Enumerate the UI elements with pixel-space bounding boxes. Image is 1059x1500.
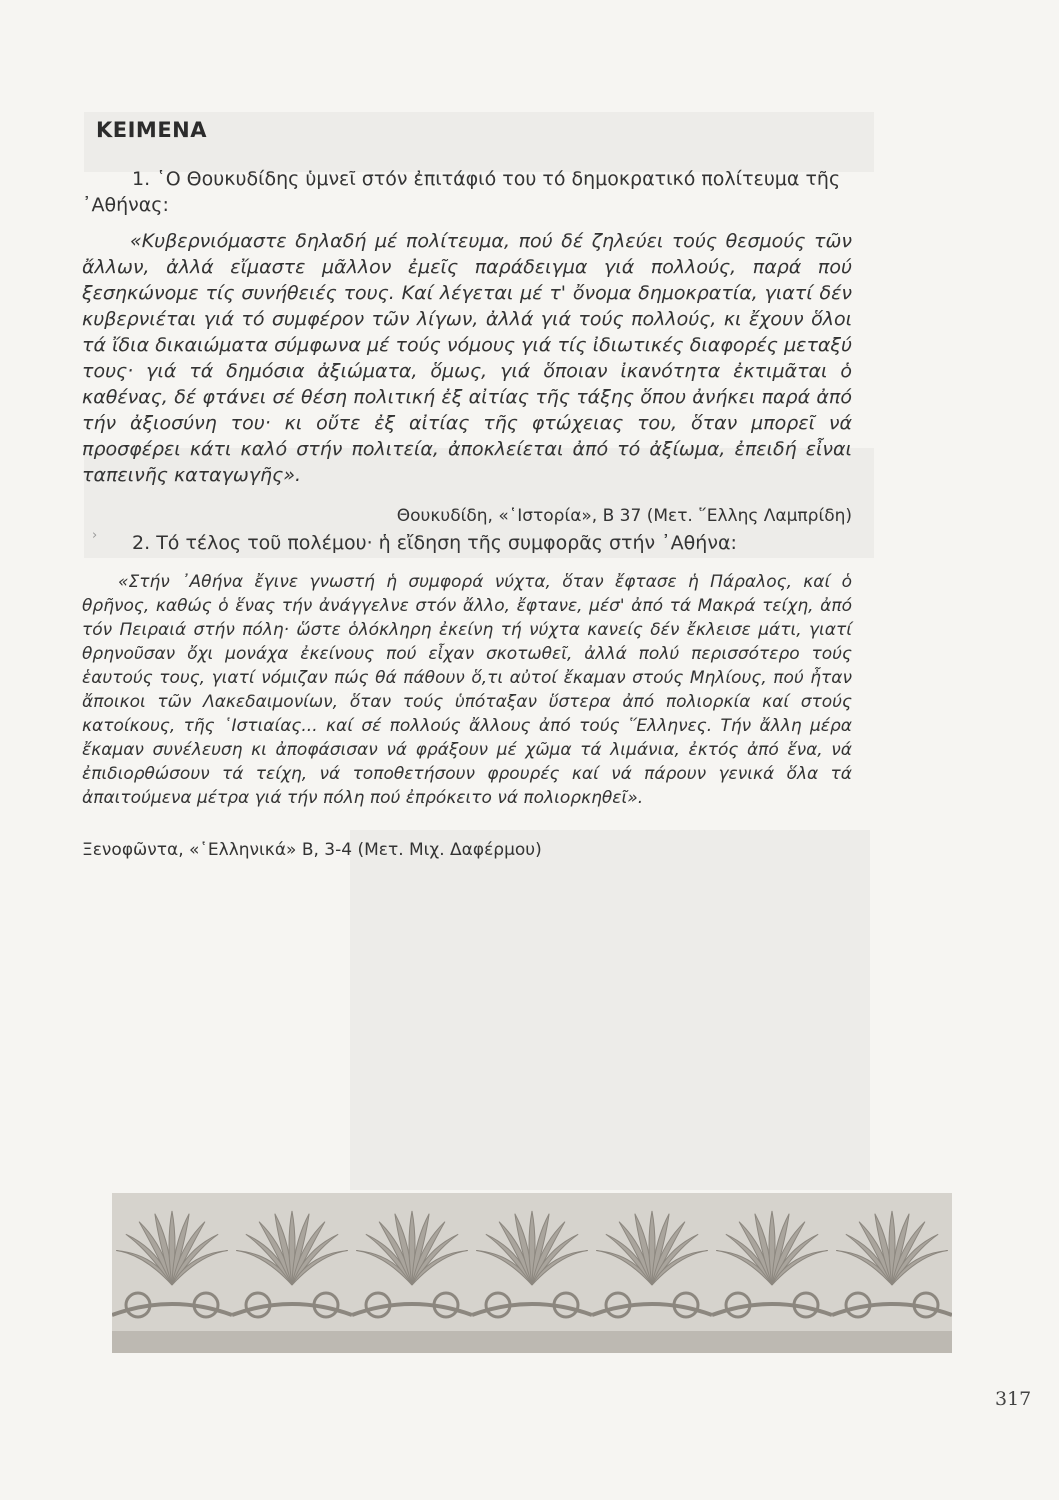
section-1-quote: «Κυβερνιόμαστε δηλαδή μέ πολίτευμα, πού δέ ζηλεύει τούς θεσμούς τῶν ἄλλων, ἀλλά εἴμαστε μᾶλλον ἐμεῖς παράδειγμα γιά πολλούς, παρά πού ξεσηκώνομε τίς συνήθειές τους. Καί λέγεται μέ τ' ὄνομα δημοκρατία, γιατί δέν κυβερνιέται γιά τό συμφέρον τῶν λίγων, ἀλλά γιά τούς πολλούς, κι ἔχουν ὅλοι τά ἴδια δικαιώματα σύμφωνα μέ τούς νόμους γιά τίς ἰδιωτικές διαφορές μεταξύ τους· γιά τά δημόσια ἀξιώματα, ὅμως, γιά ὅποιαν ἰκανότητα ἐκτιμᾶται ὁ καθένας, δέ φτάνει σέ θέση πολιτική ἐξ αἰτίας τῆς τάξης ὅπου ἀνήκει παρά ἀπό τήν ἀξιοσύνη του· κι οὔτε ἐξ αἰτίας τῆς φτώχειας του, ὅταν μπορεῖ νά προσφέρει κάτι καλό στήν πολιτεία, ἀποκλείεται ἀπό τό ἀξίωμα, ἐπειδή εἶναι ταπεινῆς καταγωγῆς». [82, 230, 852, 486]
bleed-through-figure [350, 830, 870, 1190]
section-1-citation: Θουκυδίδη, «῾Ιστορία», Β 37 (Μετ. ῞Ελλης Λαμπρίδη) [396, 506, 852, 526]
section-1-number: 1. [132, 168, 151, 190]
section-1-title-text: ῾Ο Θουκυδίδης ὑμνεῖ στόν ἐπιτάφιό του τό δημοκρατικό πολίτευμα τῆς ᾿Αθήνας: [82, 168, 841, 216]
section-1-title [82, 166, 852, 218]
section-2-title [82, 530, 852, 556]
section-2-number: 2. [132, 532, 151, 554]
anthemion-frieze-image [112, 1193, 952, 1353]
section-heading: ΚΕΙΜΕΝΑ [96, 118, 208, 142]
section-1 [82, 166, 852, 528]
section-2-citation: Ξενοφῶντα, «῾Ελληνικά» Β, 3-4 (Μετ. Μιχ. Δαφέρμου) [82, 840, 542, 860]
frieze-illustration [112, 1193, 952, 1353]
page-number: 317 [995, 1388, 1032, 1410]
section-2-quote: «Στήν ᾿Αθήνα ἔγινε γνωστή ἡ συμφορά νύχτα, ὅταν ἔφτασε ἡ Πάραλος, καί ὁ θρῆνος, καθώς ὁ ἕνας τήν ἀνάγγελνε στόν ἄλλο, ἔφτανε, μέσ' ἀπό τά Μακρά τείχη, ἀπό τόν Πειραιά στήν πόλη· ὥστε ὁλόκληρη ἐκείνη τή νύχτα κανείς δέν ἔκλεισε μάτι, γιατί θρηνοῦσαν ὄχι μονάχα ἐκείνους πού εἶχαν σκοτωθεῖ, ἀλλά πολύ περισσότερο τούς ἑαυτούς τους, γιατί νόμιζαν πώς θά πάθουν ὅ,τι αὐτοί ἔκαμαν στούς Μηλίους, πού ἦταν ἄποικοι τῶν Λακεδαιμονίων, ὅταν τούς ὑπόταξαν ὕστερα ἀπό πολιορκία καί στούς κατοίκους, τῆς ῾Ιστιαίας... καί σέ πολλούς ἄλλους ἀπό τούς ῞Ελληνες. Τήν ἄλλη μέρα ἔκαμαν συνέλευση κι ἀποφάσισαν νά φράξουν μέ χῶμα τά λιμάνια, ἐκτός ἀπό ἕνα, νά ἐπιδιορθώσουν τά τείχη, νά τοποθετήσουν φρουρές καί νά πάρουν γενικά ὅλα τά ἀπαιτούμενα μέτρα γιά τήν πόλη πού ἐπρόκειτο νά πολιορκηθεῖ». [82, 572, 852, 808]
section-2-title-text: Τό τέλος τοῦ πολέμου· ἡ εἴδηση τῆς συμφορᾶς στήν ᾿Αθήνα: [156, 532, 737, 554]
section-2 [82, 530, 852, 862]
margin-mark: › [92, 528, 98, 543]
